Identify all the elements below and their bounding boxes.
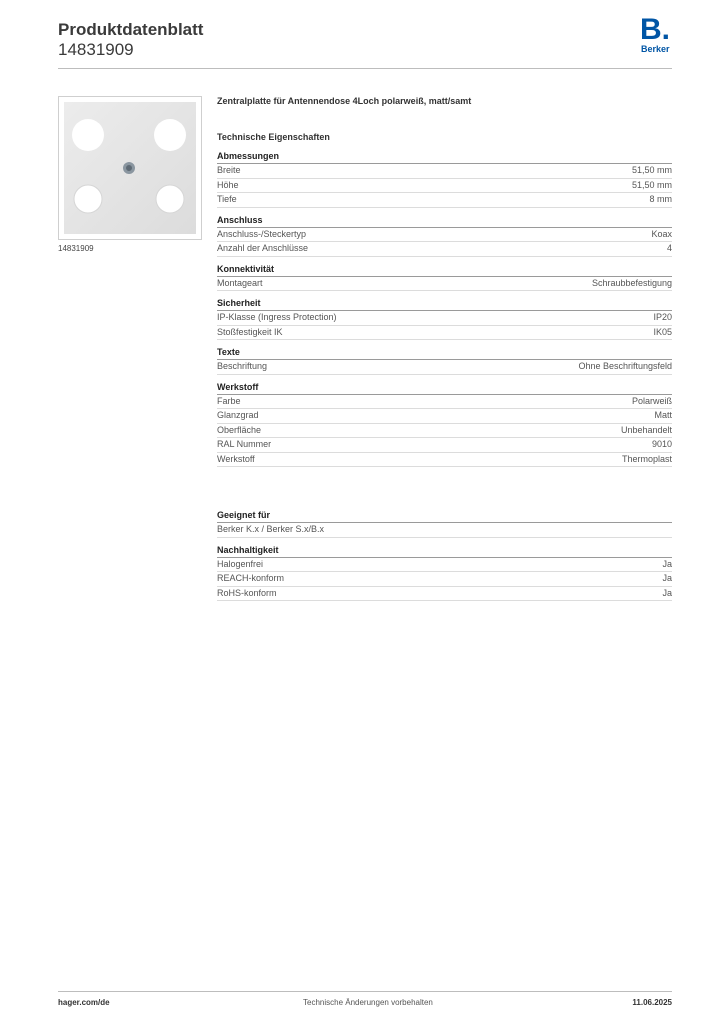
section-title: Nachhaltigkeit (217, 544, 672, 558)
spec-label: Glanzgrad (217, 410, 259, 420)
spec-row (217, 453, 672, 468)
header-divider (58, 68, 672, 69)
spec-value: Schraubbefestigung (591, 277, 672, 288)
product-image (58, 96, 202, 240)
spec-row (217, 558, 672, 573)
spec-row (217, 242, 672, 257)
section-title: Geeignet für (217, 509, 672, 523)
spec-label: Berker K.x / Berker S.x/B.x (217, 524, 325, 534)
spec-value: Ja (662, 558, 672, 569)
berker-logo (640, 13, 676, 54)
footer-date: 11.06.2025 (632, 998, 672, 1007)
spec-value: IK05 (653, 326, 672, 337)
page-title: Produktdatenblatt (58, 20, 204, 39)
spec-section (217, 509, 672, 538)
spec-value: Koax (651, 228, 672, 239)
logo-text: Berker (641, 44, 670, 54)
tech-heading: Technische Eigenschaften (217, 132, 330, 142)
image-caption: 14831909 (58, 244, 94, 253)
logo-mark: B. (640, 13, 670, 46)
spec-row (217, 311, 672, 326)
spacer (217, 467, 672, 503)
spec-value: IP20 (653, 312, 672, 322)
spec-main (217, 94, 672, 601)
spec-row (217, 164, 672, 179)
spec-value: 4 (666, 243, 672, 253)
spec-value: Ja (662, 573, 672, 583)
section-title: Sicherheit (217, 297, 672, 311)
section-title: Abmessungen (217, 150, 672, 164)
spec-value: Polarweiß (631, 395, 672, 406)
spec-row (217, 572, 672, 587)
section-title: Werkstoff (217, 381, 672, 395)
spec-label: Werkstoff (217, 453, 255, 464)
spec-row (217, 409, 672, 424)
spec-row (217, 523, 672, 538)
spec-label: IP-Klasse (Ingress Protection) (217, 312, 337, 322)
spec-value: Matt (654, 410, 672, 420)
spec-row (217, 179, 672, 194)
product-description: Zentralplatte für Antennendose 4Loch polarweiß, matt/samt (217, 96, 472, 106)
spec-value: 51,50 mm (631, 179, 672, 190)
spec-sections-top (217, 150, 672, 467)
spec-label: Anzahl der Anschlüsse (217, 243, 309, 253)
footer-divider (58, 991, 672, 992)
spec-label: Höhe (217, 179, 239, 190)
spec-label: RAL Nummer (217, 439, 272, 449)
section-title: Texte (217, 346, 672, 360)
spec-label: Oberfläche (217, 424, 262, 435)
spec-label: Breite (217, 165, 241, 175)
spec-label: Beschriftung (217, 361, 268, 371)
spec-label: Montageart (217, 277, 263, 288)
spec-row (217, 326, 672, 341)
product-number: 14831909 (58, 40, 134, 59)
antenna-plate-icon (59, 97, 201, 239)
spec-value: Ja (662, 587, 672, 598)
spec-label: Tiefe (217, 194, 237, 204)
section-title: Konnektivität (217, 263, 672, 277)
spec-value: Ohne Beschriftungsfeld (578, 361, 672, 371)
spec-row (217, 360, 672, 375)
spec-label: Halogenfrei (217, 558, 264, 569)
spec-value: Unbehandelt (620, 424, 672, 435)
spec-value: 9010 (651, 439, 672, 449)
spec-row (217, 277, 672, 292)
spec-sections-bottom (217, 509, 672, 601)
spec-row (217, 228, 672, 243)
spec-section (217, 214, 672, 257)
spec-label: RoHS-konform (217, 587, 277, 598)
spec-section (217, 544, 672, 602)
spec-label: REACH-konform (217, 573, 285, 583)
spec-section (217, 381, 672, 468)
spec-label: Anschluss-/Steckertyp (217, 228, 307, 239)
spec-row (217, 193, 672, 208)
spec-section (217, 297, 672, 340)
footer-notice: Technische Änderungen vorbehalten (303, 998, 433, 1007)
footer-website: hager.com/de (58, 998, 110, 1007)
section-title: Anschluss (217, 214, 672, 228)
spec-section (217, 263, 672, 292)
spec-label: Stoßfestigkeit IK (217, 326, 283, 337)
spec-row (217, 587, 672, 602)
spec-label: Farbe (217, 395, 241, 406)
spec-value: 8 mm (649, 194, 672, 204)
spec-value: Thermoplast (621, 453, 672, 464)
spec-section (217, 346, 672, 375)
spec-row (217, 438, 672, 453)
spec-section (217, 150, 672, 208)
spec-value: 51,50 mm (631, 165, 672, 175)
spec-row (217, 395, 672, 410)
spec-row (217, 424, 672, 439)
